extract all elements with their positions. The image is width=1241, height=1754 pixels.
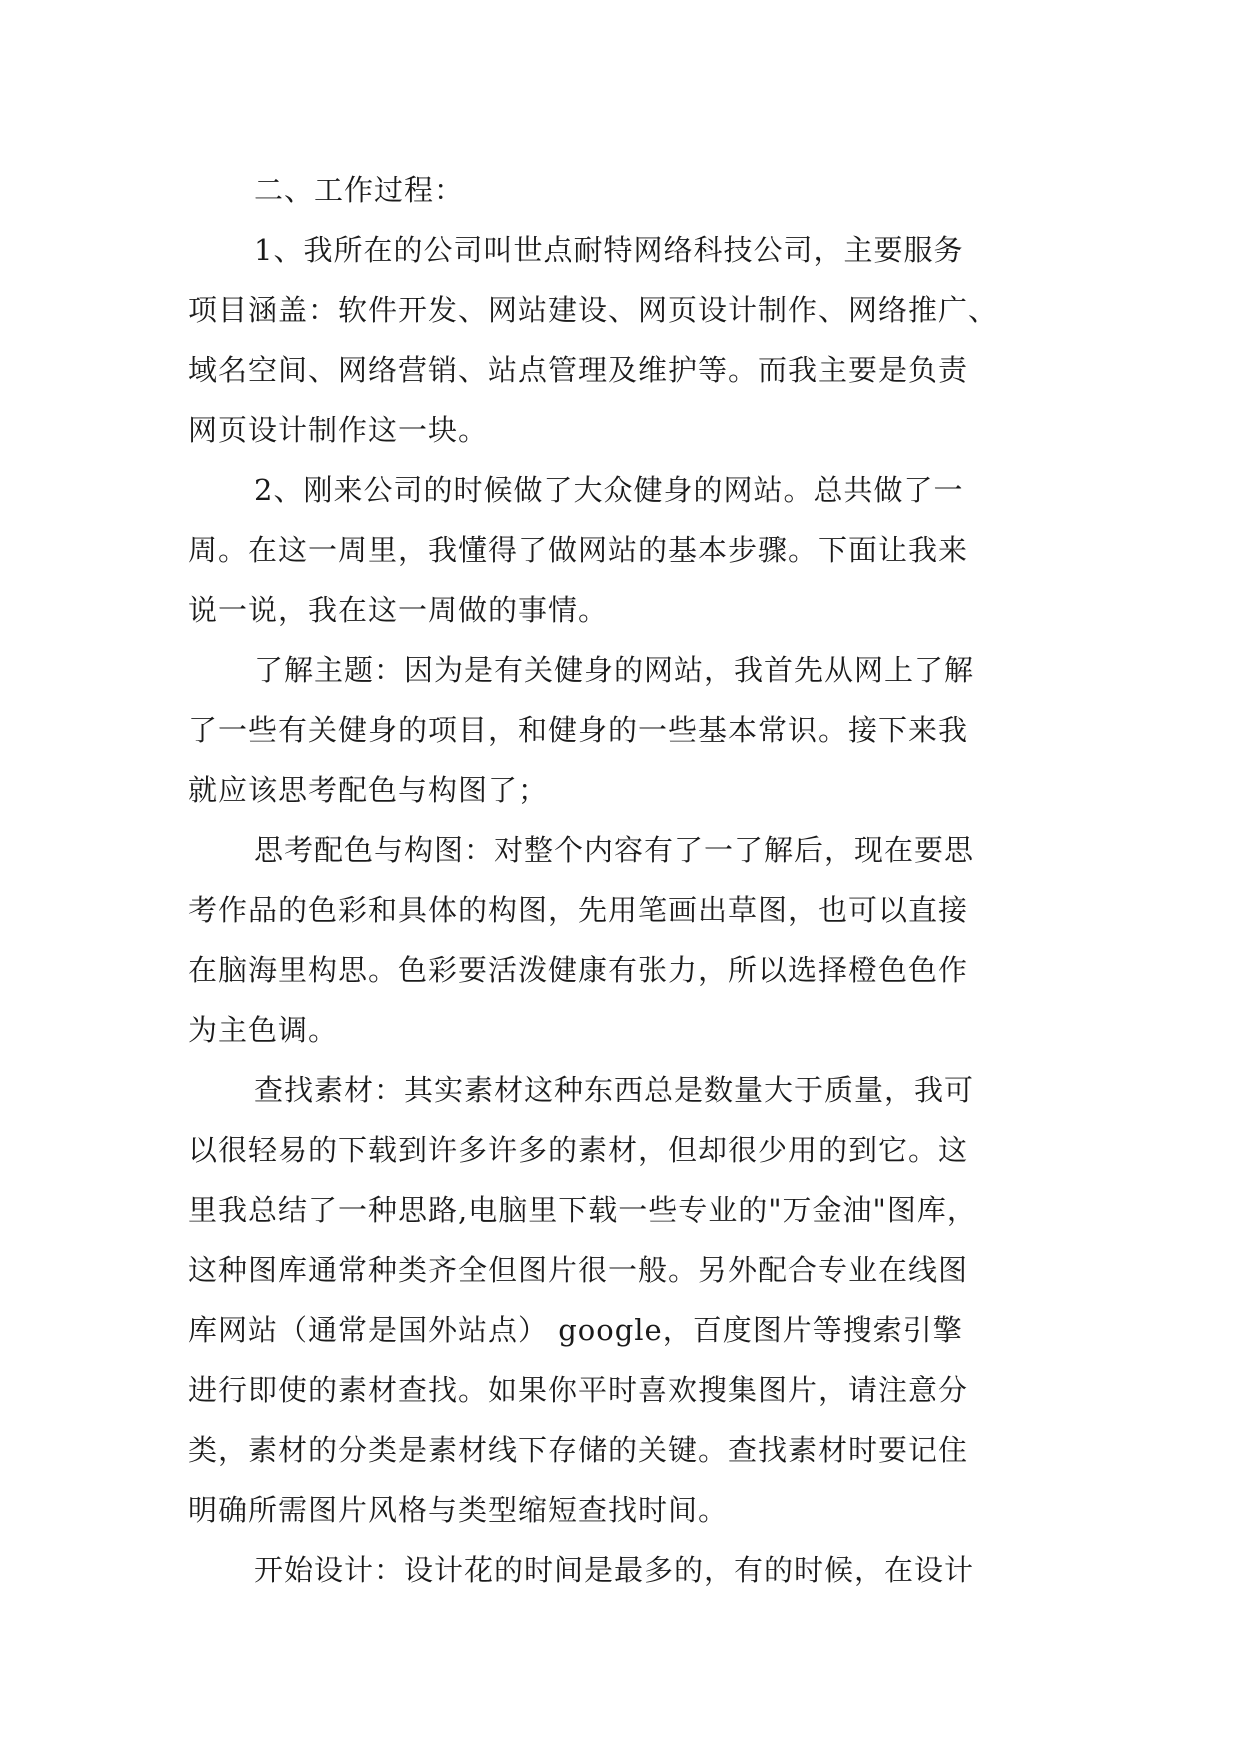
paragraph-line: 2、刚来公司的时候做了大众健身的网站。总共做了一	[254, 473, 964, 507]
paragraph-line: 项目涵盖：软件开发、网站建设、网页设计制作、网络推广、	[188, 293, 999, 327]
paragraph-line: 开始设计：设计花的时间是最多的，有的时候，在设计	[254, 1553, 975, 1587]
paragraph-line: 了解主题：因为是有关健身的网站，我首先从网上了解	[254, 653, 975, 687]
paragraph-line: 类，素材的分类是素材线下存储的关键。查找素材时要记住	[188, 1433, 969, 1467]
paragraph-line: 明确所需图片风格与类型缩短查找时间。	[188, 1493, 729, 1527]
paragraph-line: 在脑海里构思。色彩要活泼健康有张力，所以选择橙色色作	[188, 953, 969, 987]
paragraph-line: 网页设计制作这一块。	[188, 413, 489, 447]
paragraph-line: 了一些有关健身的项目，和健身的一些基本常识。接下来我	[188, 713, 969, 747]
paragraph-line: 里我总结了一种思路,电脑里下载一些专业的"万金油"图库，	[188, 1193, 977, 1227]
paragraph-line: 库网站（通常是国外站点） google，百度图片等搜索引擎	[188, 1313, 963, 1347]
paragraph-line: 以很轻易的下载到许多许多的素材，但却很少用的到它。这	[188, 1133, 969, 1167]
paragraph-line: 这种图库通常种类齐全但图片很一般。另外配合专业在线图	[188, 1253, 969, 1287]
section-heading: 二、工作过程：	[254, 173, 465, 207]
paragraph-line: 进行即使的素材查找。如果你平时喜欢搜集图片，请注意分	[188, 1373, 969, 1407]
paragraph-line: 就应该思考配色与构图了；	[188, 773, 549, 807]
paragraph-line: 思考配色与构图：对整个内容有了一了解后，现在要思	[254, 833, 975, 867]
document-body	[188, 160, 1068, 1600]
paragraph-line: 考作品的色彩和具体的构图，先用笔画出草图，也可以直接	[188, 893, 969, 927]
paragraph-line: 说一说，我在这一周做的事情。	[188, 593, 609, 627]
paragraph-line: 1、我所在的公司叫世点耐特网络科技公司，主要服务	[254, 233, 964, 267]
paragraph-line: 周。在这一周里，我懂得了做网站的基本步骤。下面让我来	[188, 533, 969, 567]
paragraph-line: 为主色调。	[188, 1013, 339, 1047]
paragraph-line: 域名空间、网络营销、站点管理及维护等。而我主要是负责	[188, 353, 969, 387]
paragraph-line: 查找素材：其实素材这种东西总是数量大于质量，我可	[254, 1073, 975, 1107]
